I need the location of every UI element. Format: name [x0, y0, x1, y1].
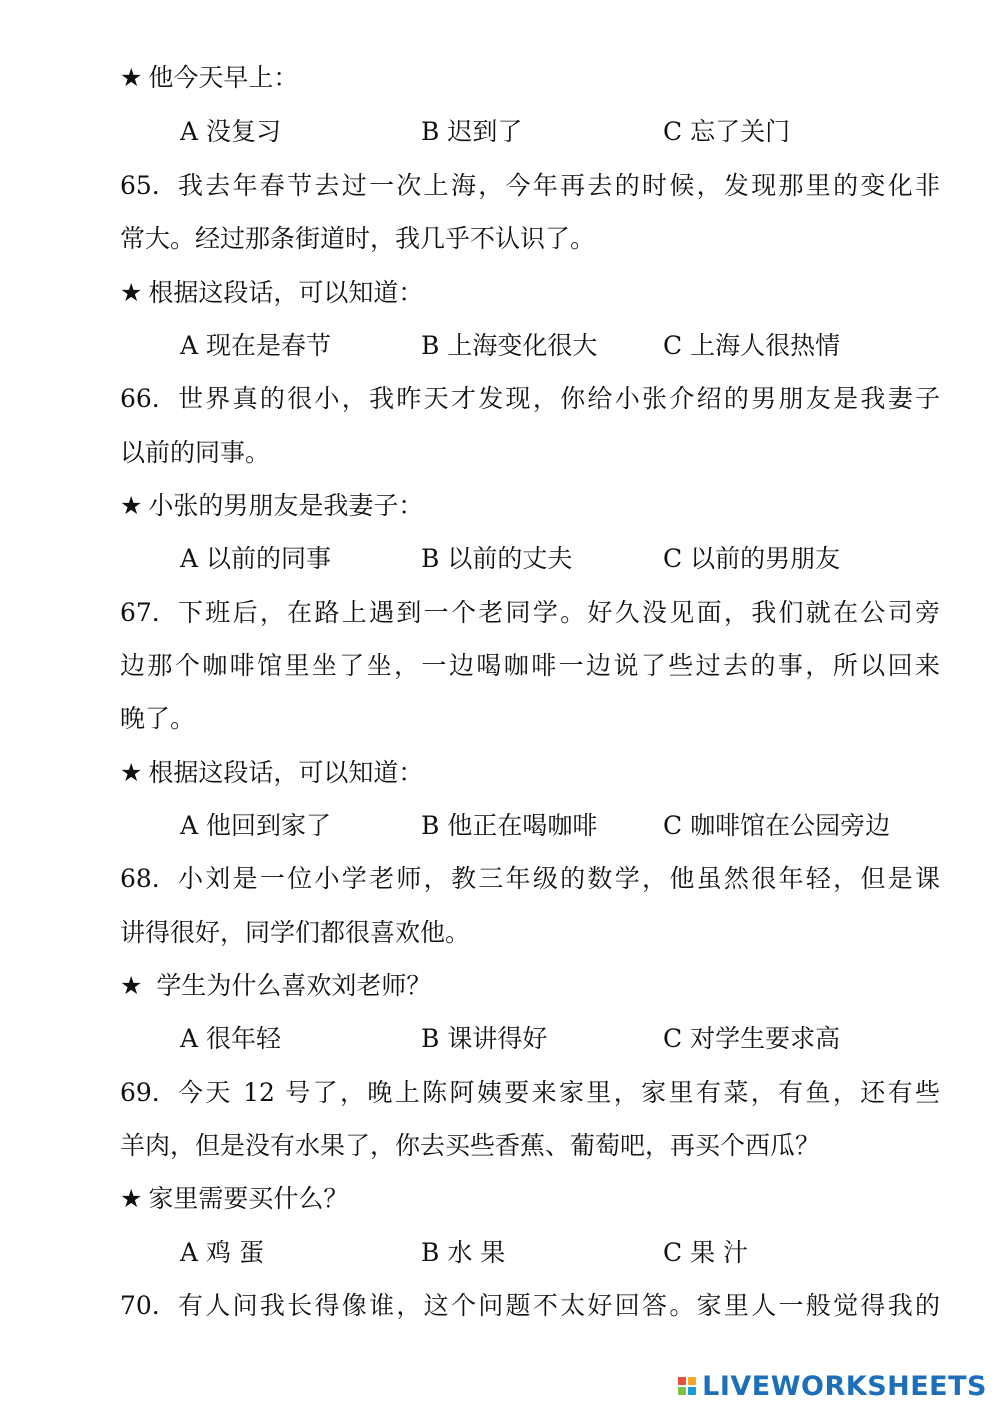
star-icon: ★ — [120, 971, 143, 1000]
logo-text: LIVEWORKSHEETS — [702, 1370, 987, 1402]
q69-number: 69. — [120, 1078, 160, 1107]
question-66-prompt: ★ 小张的男朋友是我妻子： — [120, 491, 424, 520]
q68-option-a[interactable]: A 很年轻 — [180, 1024, 282, 1053]
question-65-prompt: ★ 根据这段话，可以知道： — [120, 278, 424, 307]
q65-text-line-1: 65. 我去年春节去过一次上海，今年再去的时候，发现那里的变化非 — [120, 171, 940, 200]
star-icon: ★ — [120, 758, 143, 787]
star-icon: ★ — [120, 1184, 143, 1213]
star-icon: ★ — [120, 278, 143, 307]
q68-option-c[interactable]: C 对学生要求高 — [663, 1024, 841, 1053]
star-icon: ★ — [120, 491, 143, 520]
q69-text-line-1: 69. 今天 12 号了，晚上陈阿姨要来家里，家里有菜，有鱼，还有些 — [120, 1078, 940, 1107]
q65-option-c[interactable]: C 上海人很热情 — [663, 331, 841, 360]
q69-option-a[interactable]: A 鸡 蛋 — [180, 1238, 264, 1267]
q66-number: 66. — [120, 384, 160, 413]
star-icon: ★ — [120, 63, 143, 92]
q67-text-line-1: 67. 下班后，在路上遇到一个老同学。好久没见面，我们就在公司旁 — [120, 598, 940, 627]
question-69-prompt: ★ 家里需要买什么？ — [120, 1184, 349, 1213]
q67-option-a[interactable]: A 他回到家了 — [180, 811, 332, 840]
q67-text-line-2: 边那个咖啡馆里坐了坐，一边喝咖啡一边说了些过去的事，所以回来 — [120, 651, 940, 680]
q67-number: 67. — [120, 598, 160, 627]
question-64-prompt: ★ 他今天早上： — [120, 63, 299, 92]
q66-option-b[interactable]: B 以前的丈夫 — [421, 544, 573, 573]
q70-number: 70. — [120, 1291, 160, 1320]
question-67-prompt: ★ 根据这段话，可以知道： — [120, 758, 424, 787]
q68-text-line-2: 讲得很好，同学们都很喜欢他。 — [120, 918, 471, 947]
q64-option-b[interactable]: B 迟到了 — [421, 117, 523, 146]
q67-option-c[interactable]: C 咖啡馆在公园旁边 — [663, 811, 891, 840]
q64-option-c[interactable]: C 忘了关门 — [663, 117, 791, 146]
q67-text-line-3: 晚了。 — [120, 704, 196, 733]
q67-option-b[interactable]: B 他正在喝咖啡 — [421, 811, 598, 840]
question-68-prompt: ★ 学生为什么喜欢刘老师？ — [120, 971, 432, 1000]
q69-option-c[interactable]: C 果 汁 — [663, 1238, 749, 1267]
q68-text-line-1: 68. 小刘是一位小学老师，教三年级的数学，他虽然很年轻，但是课 — [120, 864, 940, 893]
q65-number: 65. — [120, 171, 160, 200]
q65-text-line-2: 常大。经过那条街道时，我几乎不认识了。 — [120, 224, 596, 253]
q66-text-line-2: 以前的同事。 — [120, 438, 271, 467]
q68-option-b[interactable]: B 课讲得好 — [421, 1024, 548, 1053]
q65-option-a[interactable]: A 现在是春节 — [180, 331, 332, 360]
q66-option-c[interactable]: C 以前的男朋友 — [663, 544, 841, 573]
q69-option-b[interactable]: B 水 果 — [421, 1238, 506, 1267]
q70-text-line-1: 70. 有人问我长得像谁，这个问题不太好回答。家里人一般觉得我的 — [120, 1291, 940, 1320]
q68-number: 68. — [120, 864, 160, 893]
q69-text-line-2: 羊肉，但是没有水果了，你去买些香蕉、葡萄吧，再买个西瓜？ — [120, 1131, 821, 1160]
liveworksheets-logo-icon — [678, 1377, 696, 1395]
liveworksheets-logo — [678, 1369, 987, 1403]
q65-option-b[interactable]: B 上海变化很大 — [421, 331, 598, 360]
q66-option-a[interactable]: A 以前的同事 — [180, 544, 332, 573]
q64-option-a[interactable]: A 没复习 — [180, 117, 282, 146]
q66-text-line-1: 66. 世界真的很小，我昨天才发现，你给小张介绍的男朋友是我妻子 — [120, 384, 940, 413]
